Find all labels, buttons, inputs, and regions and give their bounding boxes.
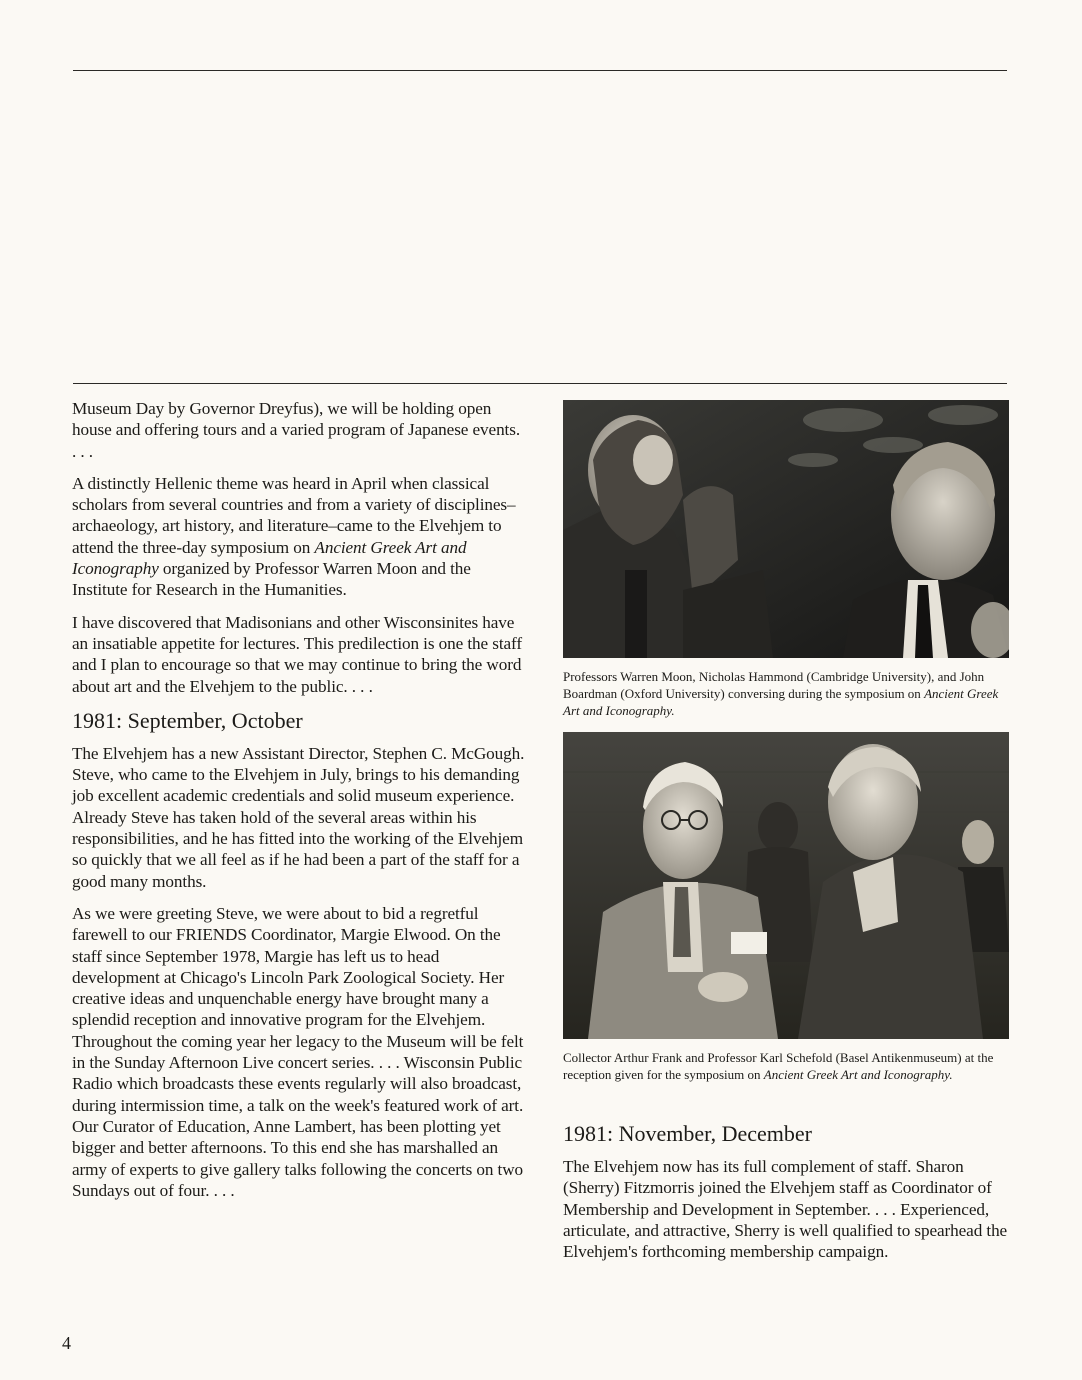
text-segment: Collector Arthur Frank and Professor Karl Schefold (Basel Antikenmuseum) at the reception given for the symposium on <box>563 1050 994 1082</box>
photo-reception <box>563 732 1009 1039</box>
middle-rule <box>73 383 1007 384</box>
paragraph-farewell: As we were greeting Steve, we were about to bid a regretful farewell to our FRIENDS Coordinator, Margie Elwood. On the staff since September 1978, Margie has left us to head development at Chicago's Lincoln Park Zoological Society. Her creative ideas and unquenchable energy have brought many a splendid reception and innovative program for the Elvehjem. Throughout the coming year her legacy to the Museum will be felt in the Sunday Afternoon Live concert series. . . . Wisconsin Public Radio which broadcasts these events regularly will also broadcast, during intermission time, a talk on the week's featured work of art. Our Curator of Education, Anne Lambert, has been plotting yet bigger and better afternoons. To this end she has marshalled an army of experts to give gallery talks following the concerts on two Sundays out of four. . . . <box>72 903 524 1200</box>
text-segment: organized by Professor Warren Moon and the Institute for Research in the Humanities. <box>72 559 471 600</box>
photo-symposium-conversation <box>563 400 1009 658</box>
caption-photo-1 <box>563 668 1009 719</box>
paragraph-hellenic-theme <box>72 473 527 601</box>
photo-symposium-image <box>563 400 1009 658</box>
italic-title: Ancient Greek Art and Iconography. <box>563 686 999 718</box>
italic-title: Ancient Greek Art and Iconography <box>72 537 467 579</box>
paragraph-full-staff: The Elvehjem now has its full complement of staff. Sharon (Sherry) Fitzmorris joined the Elvehjem staff as Coordinator of Membership and Development in September. . . . Experienced, articulate, and attractive, Sherry is well qualified to spearhead the Elvehjem's forthcoming membership campaign. <box>563 1157 1008 1262</box>
paragraph-lectures: I have discovered that Madisonians and other Wisconsinites have an insatiable appetite for lectures. This predilection is one the staff and I plan to encourage so that we may continue to bring the word about art and the Elvehjem to the public. . . . <box>72 612 522 696</box>
photo-reception-image <box>563 732 1009 1039</box>
paragraph-museum-day: Museum Day by Governor Dreyfus), we will be holding open house and offering tours and a varied program of Japanese events. . . . <box>72 399 521 461</box>
text-segment: Professors Warren Moon, Nicholas Hammond (Cambridge University), and John Boardman (Oxford University) conversing during the symposium on <box>563 669 985 701</box>
left-column <box>72 398 527 1212</box>
page-number: 4 <box>62 1333 71 1353</box>
text-segment: A distinctly Hellenic theme was heard in April when classical scholars from several countries and from a variety of disciplines–archaeology, art history, and literature–came to the Elvehjem to attend the three-day symposium on <box>72 473 516 557</box>
italic-title: Ancient Greek Art and Iconography. <box>763 1067 953 1082</box>
section-heading-sept-oct: 1981: September, October <box>72 707 303 733</box>
top-rule <box>73 70 1007 71</box>
right-column <box>563 398 1009 1273</box>
section-heading-nov-dec: 1981: November, December <box>563 1121 812 1146</box>
paragraph-assistant-director: The Elvehjem has a new Assistant Director, Stephen C. McGough. Steve, who came to the Elvehjem in July, brings to his demanding job excellent academic credentials and solid museum experience. Already Steve has taken hold of the several areas within his responsibilities, and he has fitted into the working of the Elvehjem so quickly that we all feel as if he had been a part of the staff for a good many months. <box>72 743 525 891</box>
caption-photo-2 <box>563 1049 1009 1083</box>
